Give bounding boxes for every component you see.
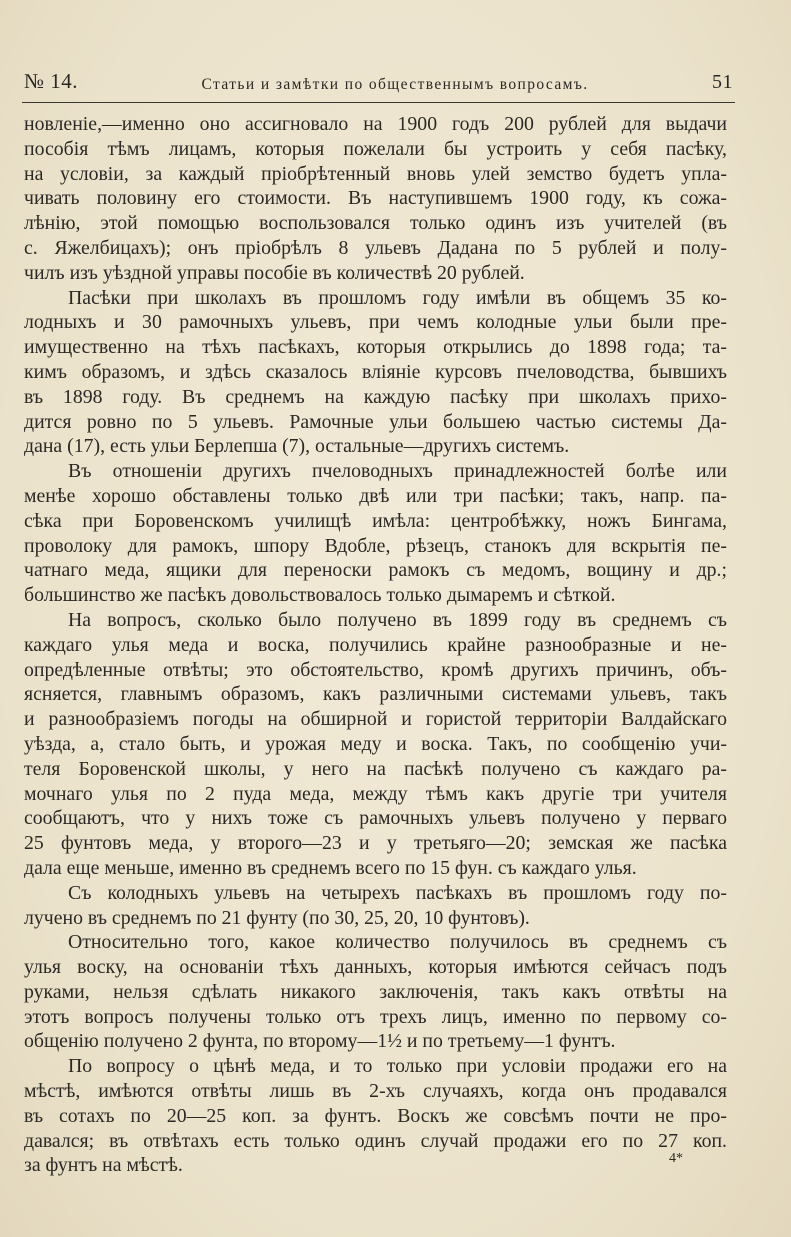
text-line: чилъ изъ уѣздной управы пособіе въ количествѣ 20 рублей.: [24, 261, 525, 284]
page-number: 51: [712, 71, 733, 93]
paragraph: [24, 286, 727, 460]
text-line: и разнообразіемъ погоды на обширной и гористой территоріи Валдайскаго: [24, 708, 727, 731]
text-line: лодныхъ и 30 рамочныхъ ульевъ, при чемъ колодные ульи были пре-: [24, 311, 727, 334]
text-line: давался; въ отвѣтахъ есть только одинъ случай продажи его по 27 коп.: [24, 1129, 727, 1152]
text-line: Съ колодныхъ ульевъ на четырехъ пасѣкахъ въ прошломъ году по-: [68, 881, 727, 904]
text-line: уѣзда, а, стало быть, и урожая меду и воска. Такъ, по сообщенію учи-: [24, 732, 727, 755]
text-line: теля Боровенской школы, у него на пасѣкѣ получено съ каждаго ра-: [24, 757, 727, 780]
article-text: [24, 112, 727, 1178]
text-line: проволоку для рамокъ, шпору Вдобле, рѣзецъ, станокъ для вскрытія пе-: [24, 534, 727, 557]
text-line: лучено въ среднемъ по 21 фунту (по 30, 25, 20, 10 фунтовъ).: [24, 906, 530, 929]
text-line: Относительно того, какое количество получилось въ среднемъ съ: [68, 931, 727, 954]
text-line: новленіе,—именно оно ассигновало на 1900 годъ 200 рублей для выдачи: [24, 113, 727, 135]
text-line: за фунтъ на мѣстѣ.: [24, 1154, 183, 1177]
text-line: Въ отношеніи другихъ пчеловодныхъ принадлежностей болѣе или: [68, 460, 727, 483]
text-line: сообщаютъ, что у нихъ тоже съ рамочныхъ ульевъ получено у перваго: [24, 807, 727, 830]
text-line: сѣка при Боровенскомъ училищѣ имѣла: центробѣжку, ножъ Бингама,: [24, 509, 727, 532]
text-line: въ сотахъ по 20—25 коп. за фунтъ. Воскъ же совсѣмъ почти не про-: [24, 1104, 727, 1127]
text-line: въ 1898 году. Въ среднемъ на каждую пасѣку при школахъ прихо-: [24, 385, 727, 408]
text-line: каждаго улья меда и воска, получились крайне разнообразные и не-: [24, 633, 727, 656]
text-line: дана (17), есть ульи Берлепша (7), остальные—другихъ системъ.: [24, 435, 570, 458]
text-line: лѣнію, этой помощью воспользовался только одинъ изъ учителей (въ: [24, 212, 727, 235]
section-title: Статьи и замѣтки по общественнымъ вопросамъ.: [201, 76, 589, 93]
text-line: большинство же пасѣкъ довольствовалось только дымаремъ и сѣткой.: [24, 584, 616, 607]
text-line: дится ровно по 5 ульевъ. Рамочные ульи большею частью системы Да-: [24, 410, 727, 433]
paragraph: [24, 459, 727, 608]
text-line: улья воску, на основаніи тѣхъ данныхъ, которыя имѣются сейчасъ подъ: [24, 956, 727, 979]
text-line: мѣстѣ, имѣются отвѣты лишь въ 2-хъ случаяхъ, когда онъ продавался: [24, 1080, 727, 1103]
text-line: общенію получено 2 фунта, по второму—1½ и по третьему—1 фунтъ.: [24, 1030, 616, 1053]
text-line: 25 фунтовъ меда, у второго—23 и у третьяго—20; земская же пасѣка: [24, 832, 727, 855]
header-rule: [22, 102, 735, 103]
text-line: Пасѣки при школахъ въ прошломъ году имѣли въ общемъ 35 ко-: [68, 286, 727, 309]
paragraph: [24, 608, 727, 881]
text-line: ясняется, главнымъ образомъ, какъ различными системами ульевъ, такъ: [24, 683, 727, 706]
text-line: пособія тѣмъ лицамъ, которыя пожелали бы устроить у себя пасѣку,: [24, 137, 727, 160]
text-line: опредѣленные отвѣты; это обстоятельство, кромѣ другихъ причинъ, объ-: [24, 658, 727, 681]
text-line: этотъ вопросъ получены только отъ трехъ лицъ, именно по первому со-: [24, 1005, 727, 1028]
text-line: руками, нельзя сдѣлать никакого заключенія, такъ какъ отвѣты на: [24, 980, 727, 1003]
text-line: кимъ образомъ, и здѣсь сказалось вліяніе курсовъ пчеловодства, бывшихъ: [24, 360, 727, 383]
text-line: менѣе хорошо обставлены только двѣ или три пасѣки; такъ, напр. па-: [24, 484, 727, 507]
paragraph: [24, 930, 727, 1054]
text-line: На вопросъ, сколько было получено въ 1899 году въ среднемъ съ: [68, 608, 727, 631]
text-line: чивать половину его стоимости. Въ наступившемъ 1900 году, къ сожа-: [24, 187, 727, 210]
text-line: По вопросу о цѣнѣ меда, и то только при условіи продажи его на: [68, 1055, 727, 1078]
paragraph: [24, 881, 727, 931]
printer-signature: 4*: [669, 1151, 683, 1166]
text-line: имущественно на тѣхъ пасѣкахъ, которыя открылись до 1898 года; та-: [24, 336, 727, 359]
text-line: мочнаго улья по 2 пуда меда, между тѣмъ какъ другіе три учителя: [24, 782, 727, 805]
running-header: [24, 68, 733, 94]
text-line: чатнаго меда, ящики для переноски рамокъ съ медомъ, вощину и др.;: [24, 559, 727, 582]
paragraph: [24, 1054, 727, 1178]
text-line: дала еще меньше, именно въ среднемъ всего по 15 фун. съ каждаго улья.: [24, 856, 637, 879]
text-line: с. Яжелбицахъ); онъ пріобрѣлъ 8 ульевъ Дадана по 5 рублей и полу-: [24, 236, 727, 259]
issue-number: № 14.: [24, 69, 79, 93]
paragraph: [24, 112, 727, 286]
text-line: на условіи, за каждый пріобрѣтенный вновь улей земство будетъ упла-: [24, 162, 727, 185]
